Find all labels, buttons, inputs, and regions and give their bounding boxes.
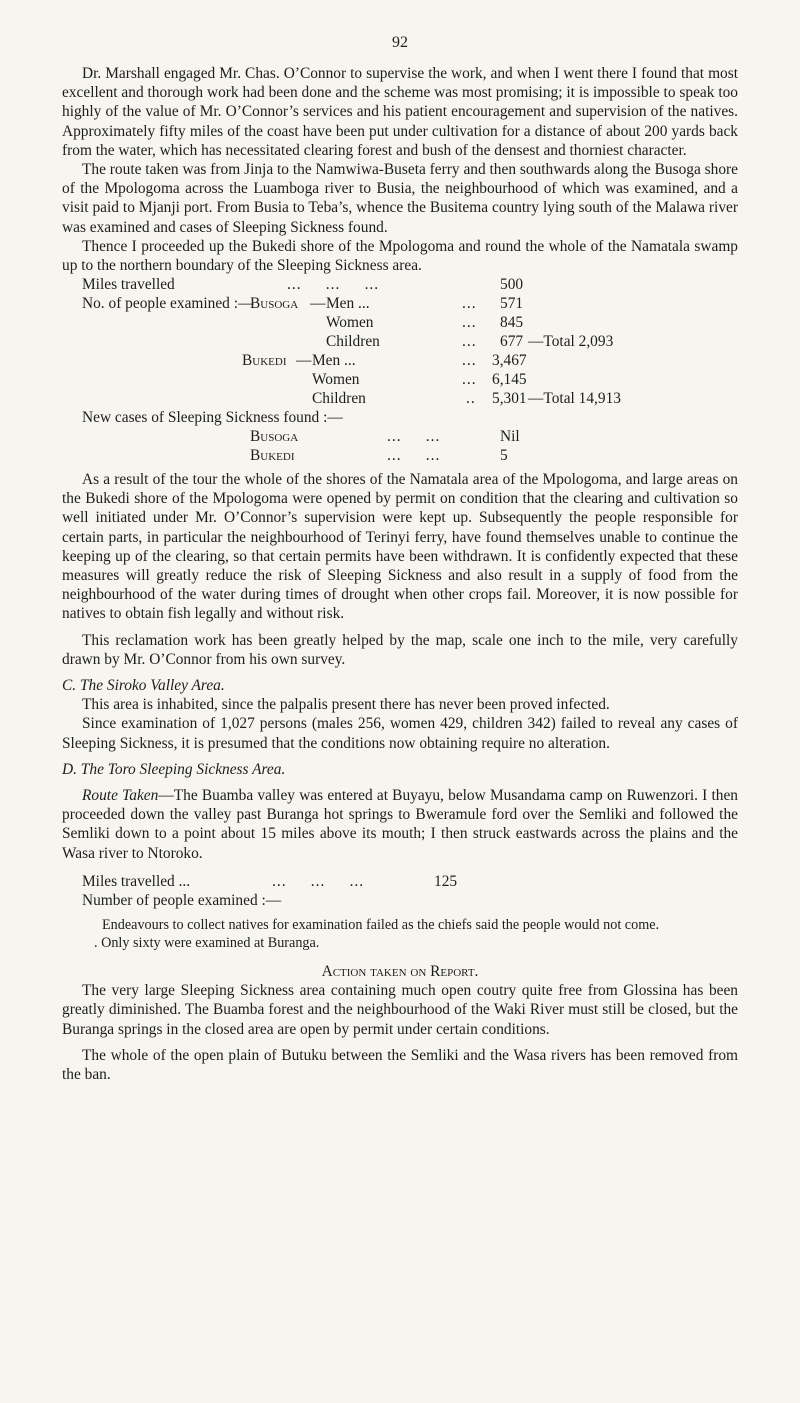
dot-leader: ... [462, 314, 477, 332]
route-taken-label: Route Taken [82, 787, 159, 805]
section-c-paragraph-2: Since examination of 1,027 persons (males 256, women 429, children 342) failed to reveal any cases of Sleeping Sickness, it is presumed that the conditions now obtaining require no alteration. [62, 715, 738, 752]
stat-bukedi-children-label: Children [312, 390, 366, 408]
dot-leader: ... [462, 352, 477, 370]
dash: — [310, 295, 326, 313]
stat-busoga-total: —Total 2,093 [528, 333, 614, 351]
section-c-title: C. The Siroko Valley Area. [62, 677, 225, 695]
section-d-title: D. The Toro Sleeping Sickness Area. [62, 760, 286, 778]
action-heading: Action taken on Report. [321, 963, 479, 981]
stat-bukedi-women-label: Women [312, 371, 360, 389]
stat-d-note-1: Endeavours to collect natives for examination failed as the chiefs said the people would not come. [102, 917, 660, 934]
stat-d-miles-label: Miles travelled ... [82, 872, 191, 890]
stat-d-miles-value: 125 [434, 872, 458, 890]
stat-bukedi-women: 6,145 [492, 371, 527, 389]
body-middle [62, 470, 738, 1084]
dot-leader: ... ... ... [272, 872, 365, 890]
stat-new-bukedi-label: Bukedi [250, 447, 295, 465]
dot-leader: ... [462, 295, 477, 313]
stat-miles-label: Miles travelled [82, 276, 175, 294]
dot-leader: ... ... [387, 447, 441, 465]
stat-bukedi-total: —Total 14,913 [528, 390, 621, 408]
section-c-paragraph-1: This area is inhabited, since the palpalis present there has never been proved infected. [82, 696, 610, 714]
stat-bukedi-men-label: Men ... [312, 352, 356, 370]
dot-leader: ... ... [387, 428, 441, 446]
stat-busoga-women-label: Women [326, 314, 374, 332]
stat-bukedi-label: Bukedi [242, 352, 287, 370]
paragraph-2: The route taken was from Jinja to the Namwiwa-Buseta ferry and then southwards along the Busoga shore of the Mpologoma across the Luamboga river to Busia, the neighbourhood of which was examined, and a visit paid to Mjanji port. From Busia to Teba’s, whence the Busitema country lying south of the Malawa river was examined and cases of Sleeping Sickness found. [62, 161, 738, 236]
stat-busoga-children-label: Children [326, 333, 380, 351]
stat-busoga-men: 571 [500, 295, 524, 313]
route-taken-text: —The Buamba valley was entered at Buyayu, below Musandama camp on Ruwenzori. I then proceeded down the valley past Buranga hot springs to Bweramule ford over the Semliki and followed the Semliki down to a point about 15 miles above its mouth; I then struck eastwards across the plains and the Wasa river to Ntoroko. [62, 787, 739, 862]
stat-new-cases-label: New cases of Sleeping Sickness found :— [82, 409, 343, 427]
dash: — [296, 352, 312, 370]
stat-busoga-children: 677 [500, 333, 524, 351]
stat-busoga-men-label: Men ... [326, 295, 370, 313]
stat-bukedi-children: 5,301 [492, 390, 527, 408]
stat-busoga-women: 845 [500, 314, 524, 332]
section-d-route-paragraph [62, 786, 738, 863]
paragraph-1: Dr. Marshall engaged Mr. Chas. O’Connor to supervise the work, and when I went there I found that most excellent and thorough work had been done and the scheme was most promising; it is impossible to speak too highly of the value of Mr. O’Connor’s services and his patient encouragement and supervision of the natives. Approximately fifty miles of the coast have been put under cultivation for a distance of about 200 yards back from the water, which has necessitated clearing forest and bush of the densest and thorniest character. [62, 65, 738, 159]
statistics-toro [62, 872, 738, 952]
stat-new-busoga-label: Busoga [250, 428, 299, 446]
stat-row [82, 872, 738, 891]
stat-new-bukedi: 5 [500, 447, 508, 465]
stat-busoga-label: Busoga [250, 295, 299, 313]
paragraph-5: This reclamation work has been greatly helped by the map, scale one inch to the mile, very carefully drawn by Mr. O’Connor from his own survey. [62, 631, 738, 668]
body-top [62, 64, 738, 505]
dot-leader: ... [462, 333, 477, 351]
page-number: 92 [392, 34, 408, 51]
dot-leader: ... ... ... [287, 276, 380, 294]
stat-d-examined-label: Number of people examined :— [82, 891, 282, 909]
action-paragraph-1: The very large Sleeping Sickness area containing much open coutry quite free from Glossina has been greatly diminished. The Buamba forest and the neighbourhood of the Waki River must still be closed, but the Buranga springs in the closed area are open by permit under certain conditions. [62, 982, 738, 1038]
action-paragraph-2: The whole of the open plain of Butuku between the Semliki and the Wasa rivers has been removed from the ban. [62, 1046, 738, 1084]
dot-leader: .. [466, 390, 476, 408]
paragraph-3: Thence I proceeded up the Bukedi shore of the Mpologoma and round the whole of the Namatala swamp up to the northern boundary of the Sleeping Sickness area. [62, 237, 738, 275]
stat-new-busoga: Nil [500, 428, 520, 446]
stat-d-note-2: . Only sixty were examined at Buranga. [94, 935, 320, 952]
stat-bukedi-men: 3,467 [492, 352, 527, 370]
stat-miles-value: 500 [500, 276, 524, 294]
dot-leader: ... [462, 371, 477, 389]
paragraph-4: As a result of the tour the whole of the shores of the Namatala area of the Mpologoma, and large areas on the Bukedi shore of the Mpologoma were opened by permit on condition that the clearing and cultivation so well initiated under Mr. O’Connor’s supervision were kept up. Subsequently the people responsible for certain parts, in particular the neighbourhood of Terinyi ferry, have found themselves unable to continue the keeping up of the clearing, so that certain permits have been withdrawn. It is confidently expected that these measures will greatly reduce the risk of Sleeping Sickness and also result in a supply of food from the neighbourhood of the water during times of drought when other crops fail. Moreover, it is now possible for natives to obtain fish legally and without risk. [62, 471, 738, 623]
stat-examined-label: No. of people examined :— [82, 295, 254, 313]
